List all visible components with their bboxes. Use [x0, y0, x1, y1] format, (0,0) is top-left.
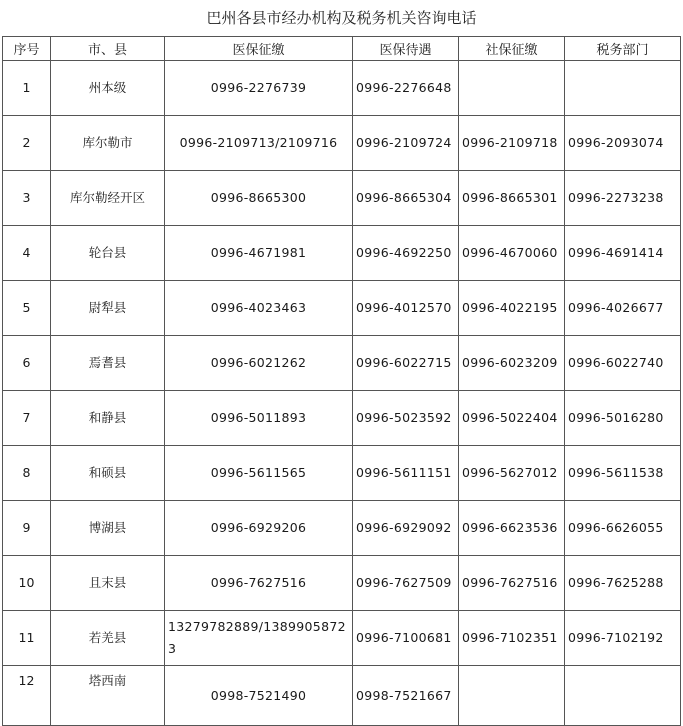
yibao-zhengjiao-cell: 13279782889/13899058723 — [165, 611, 353, 666]
row-number-cell: 6 — [3, 336, 51, 391]
yibao-zhengjiao-cell: 0996-4023463 — [165, 281, 353, 336]
row-number-cell: 10 — [3, 556, 51, 611]
shuiwu-cell: 0996-7625288 — [565, 556, 681, 611]
shebao-cell: 0996-6623536 — [459, 501, 565, 556]
table-body — [3, 61, 681, 726]
yibao-zhengjiao-cell: 0996-6929206 — [165, 501, 353, 556]
row-number-cell: 8 — [3, 446, 51, 501]
table-row — [3, 666, 681, 726]
county-cell: 且末县 — [51, 556, 165, 611]
table-row — [3, 281, 681, 336]
county-cell: 轮台县 — [51, 226, 165, 281]
row-number-cell: 4 — [3, 226, 51, 281]
table-row — [3, 556, 681, 611]
county-cell: 库尔勒经开区 — [51, 171, 165, 226]
yibao-daiyu-cell: 0996-8665304 — [353, 171, 459, 226]
shebao-cell: 0996-2109718 — [459, 116, 565, 171]
shebao-cell: 0996-5022404 — [459, 391, 565, 446]
row-number-cell: 11 — [3, 611, 51, 666]
yibao-daiyu-cell: 0996-4692250 — [353, 226, 459, 281]
shuiwu-cell: 0996-5016280 — [565, 391, 681, 446]
yibao-zhengjiao-cell: 0996-4671981 — [165, 226, 353, 281]
county-cell: 和硕县 — [51, 446, 165, 501]
yibao-daiyu-cell: 0996-7100681 — [353, 611, 459, 666]
shuiwu-cell — [565, 666, 681, 726]
county-cell: 和静县 — [51, 391, 165, 446]
table-header-row — [3, 37, 681, 61]
shuiwu-cell: 0996-4691414 — [565, 226, 681, 281]
shebao-cell: 0996-7627516 — [459, 556, 565, 611]
yibao-zhengjiao-cell: 0996-5611565 — [165, 446, 353, 501]
table-row — [3, 446, 681, 501]
yibao-daiyu-cell: 0996-4012570 — [353, 281, 459, 336]
page-title: 巴州各县市经办机构及税务机关咨询电话 — [206, 9, 477, 27]
shuiwu-cell: 0996-4026677 — [565, 281, 681, 336]
table-row — [3, 171, 681, 226]
row-number-cell: 12 — [3, 666, 51, 726]
row-number-cell: 3 — [3, 171, 51, 226]
shuiwu-cell: 0996-6022740 — [565, 336, 681, 391]
header-yibao-zhengjiao: 医保征缴 — [165, 37, 353, 61]
row-number-cell: 1 — [3, 61, 51, 116]
county-cell: 若羌县 — [51, 611, 165, 666]
header-county: 市、县 — [51, 37, 165, 61]
county-cell: 尉犁县 — [51, 281, 165, 336]
shebao-cell: 0996-8665301 — [459, 171, 565, 226]
row-number-cell: 5 — [3, 281, 51, 336]
shuiwu-cell: 0996-6626055 — [565, 501, 681, 556]
row-number-cell: 7 — [3, 391, 51, 446]
yibao-daiyu-cell: 0996-2109724 — [353, 116, 459, 171]
table-row — [3, 501, 681, 556]
shebao-cell: 0996-4670060 — [459, 226, 565, 281]
yibao-daiyu-cell: 0998-7521667 — [353, 666, 459, 726]
shuiwu-cell: 0996-2093074 — [565, 116, 681, 171]
table-row — [3, 226, 681, 281]
shebao-cell: 0996-5627012 — [459, 446, 565, 501]
yibao-daiyu-cell: 0996-2276648 — [353, 61, 459, 116]
county-cell: 塔西南 — [51, 666, 165, 726]
header-yibao-daiyu: 医保待遇 — [353, 37, 459, 61]
shebao-cell: 0996-4022195 — [459, 281, 565, 336]
row-number-cell: 9 — [3, 501, 51, 556]
county-cell: 州本级 — [51, 61, 165, 116]
yibao-daiyu-cell: 0996-5611151 — [353, 446, 459, 501]
contact-table — [2, 36, 681, 726]
yibao-daiyu-cell: 0996-5023592 — [353, 391, 459, 446]
table-row — [3, 61, 681, 116]
yibao-zhengjiao-cell: 0996-6021262 — [165, 336, 353, 391]
table-row — [3, 116, 681, 171]
yibao-daiyu-cell: 0996-6929092 — [353, 501, 459, 556]
shebao-cell: 0996-7102351 — [459, 611, 565, 666]
header-no: 序号 — [3, 37, 51, 61]
county-cell: 焉耆县 — [51, 336, 165, 391]
header-shuiwu: 税务部门 — [565, 37, 681, 61]
county-cell: 博湖县 — [51, 501, 165, 556]
shuiwu-cell: 0996-7102192 — [565, 611, 681, 666]
table-row — [3, 611, 681, 666]
county-cell: 库尔勒市 — [51, 116, 165, 171]
header-shebao: 社保征缴 — [459, 37, 565, 61]
shuiwu-cell — [565, 61, 681, 116]
yibao-daiyu-cell: 0996-7627509 — [353, 556, 459, 611]
shuiwu-cell: 0996-2273238 — [565, 171, 681, 226]
yibao-zhengjiao-cell: 0996-8665300 — [165, 171, 353, 226]
shuiwu-cell: 0996-5611538 — [565, 446, 681, 501]
shebao-cell — [459, 61, 565, 116]
yibao-zhengjiao-cell: 0998-7521490 — [165, 666, 353, 726]
row-number-cell: 2 — [3, 116, 51, 171]
table-row — [3, 336, 681, 391]
yibao-zhengjiao-cell: 0996-5011893 — [165, 391, 353, 446]
shebao-cell: 0996-6023209 — [459, 336, 565, 391]
yibao-zhengjiao-cell: 0996-2276739 — [165, 61, 353, 116]
table-row — [3, 391, 681, 446]
yibao-zhengjiao-cell: 0996-7627516 — [165, 556, 353, 611]
yibao-daiyu-cell: 0996-6022715 — [353, 336, 459, 391]
shebao-cell — [459, 666, 565, 726]
yibao-zhengjiao-cell: 0996-2109713/2109716 — [165, 116, 353, 171]
